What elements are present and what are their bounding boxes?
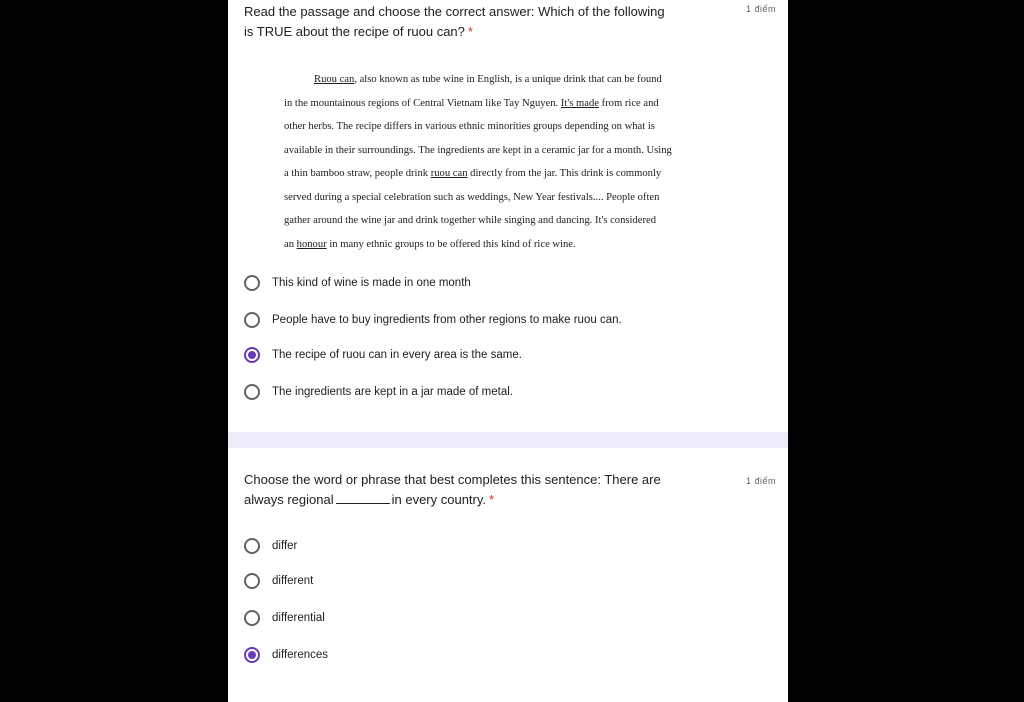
option-label: different bbox=[272, 575, 314, 587]
option-label: The recipe of ruou can in every area is the same. bbox=[272, 349, 522, 361]
option-label: differ bbox=[272, 540, 298, 552]
radio-button[interactable] bbox=[244, 312, 260, 328]
radio-button[interactable] bbox=[244, 384, 260, 400]
radio-dot bbox=[248, 651, 256, 659]
passage-text: an bbox=[284, 238, 297, 250]
option-label: People have to buy ingredients from other regions to make ruou can. bbox=[272, 314, 622, 326]
radio-button[interactable] bbox=[244, 538, 260, 554]
question-card-1 bbox=[228, 0, 788, 432]
answer-blank bbox=[336, 493, 390, 504]
passage-line: available in their surroundings. The ingredients are kept in a ceramic jar for a month. Using bbox=[284, 144, 672, 156]
radio-button[interactable] bbox=[244, 275, 260, 291]
q1-option-4[interactable] bbox=[244, 382, 513, 402]
question-1-title-line1: Read the passage and choose the correct answer: Which of the following bbox=[244, 4, 665, 19]
passage-line bbox=[284, 92, 766, 116]
q2-option-4[interactable] bbox=[244, 645, 328, 665]
question-2-points: 1 điểm bbox=[745, 476, 776, 486]
question-1-title bbox=[244, 2, 734, 42]
required-asterisk: * bbox=[467, 24, 473, 39]
passage-text: a thin bamboo straw, people drink bbox=[284, 168, 431, 179]
radio-button[interactable] bbox=[244, 573, 260, 589]
question-2-title bbox=[244, 470, 734, 510]
passage-text: , also known as tube wine in English, is a unique drink that can be found bbox=[354, 74, 662, 85]
radio-dot bbox=[248, 351, 256, 359]
passage-line: other herbs. The recipe differs in various ethnic minorities groups depending on what is bbox=[284, 121, 655, 132]
passage-line bbox=[284, 162, 766, 186]
question-1-points: 1 điểm bbox=[745, 4, 776, 14]
reading-passage bbox=[284, 68, 766, 256]
question-2-title-part-a: always regional bbox=[244, 492, 334, 507]
passage-line: gather around the wine jar and drink together while singing and dancing. It's considered bbox=[284, 215, 656, 226]
question-2-title-line1: Choose the word or phrase that best completes this sentence: There are bbox=[244, 472, 661, 487]
passage-text: directly from the jar. This drink is commonly bbox=[467, 168, 662, 179]
required-asterisk: * bbox=[489, 492, 495, 507]
passage-text: in many ethnic groups to be offered this kind of rice wine. bbox=[326, 238, 576, 250]
q2-option-2[interactable] bbox=[244, 571, 313, 591]
q1-option-3[interactable] bbox=[244, 345, 522, 365]
option-label: This kind of wine is made in one month bbox=[272, 277, 471, 289]
passage-underlined: honour bbox=[296, 238, 327, 250]
q1-option-1[interactable] bbox=[244, 273, 471, 293]
option-label: differences bbox=[272, 649, 329, 661]
radio-button-selected[interactable] bbox=[244, 647, 260, 663]
passage-line bbox=[284, 233, 766, 257]
option-label: The ingredients are kept in a jar made of metal. bbox=[272, 386, 513, 398]
question-2-title-part-b: in every country. bbox=[391, 492, 487, 507]
radio-button-selected[interactable] bbox=[244, 347, 260, 363]
q1-option-2[interactable] bbox=[244, 310, 622, 330]
passage-underlined: ruou can bbox=[430, 168, 468, 179]
question-card-2 bbox=[228, 448, 788, 702]
passage-line: served during a special celebration such as weddings, New Year festivals.... People often bbox=[284, 191, 660, 203]
radio-button[interactable] bbox=[244, 610, 260, 626]
question-1-title-line2: is TRUE about the recipe of ruou can? bbox=[244, 24, 465, 39]
passage-underlined: It's made bbox=[560, 97, 599, 109]
passage-term: Ruou can bbox=[314, 74, 355, 85]
passage-line bbox=[284, 68, 766, 92]
q2-option-3[interactable] bbox=[244, 608, 325, 628]
option-label: differential bbox=[272, 612, 325, 624]
q2-option-1[interactable] bbox=[244, 536, 297, 556]
passage-text: in the mountainous regions of Central Vietnam like Tay Nguyen. bbox=[284, 97, 561, 109]
form-page bbox=[228, 0, 788, 702]
passage-text: from rice and bbox=[598, 97, 659, 109]
